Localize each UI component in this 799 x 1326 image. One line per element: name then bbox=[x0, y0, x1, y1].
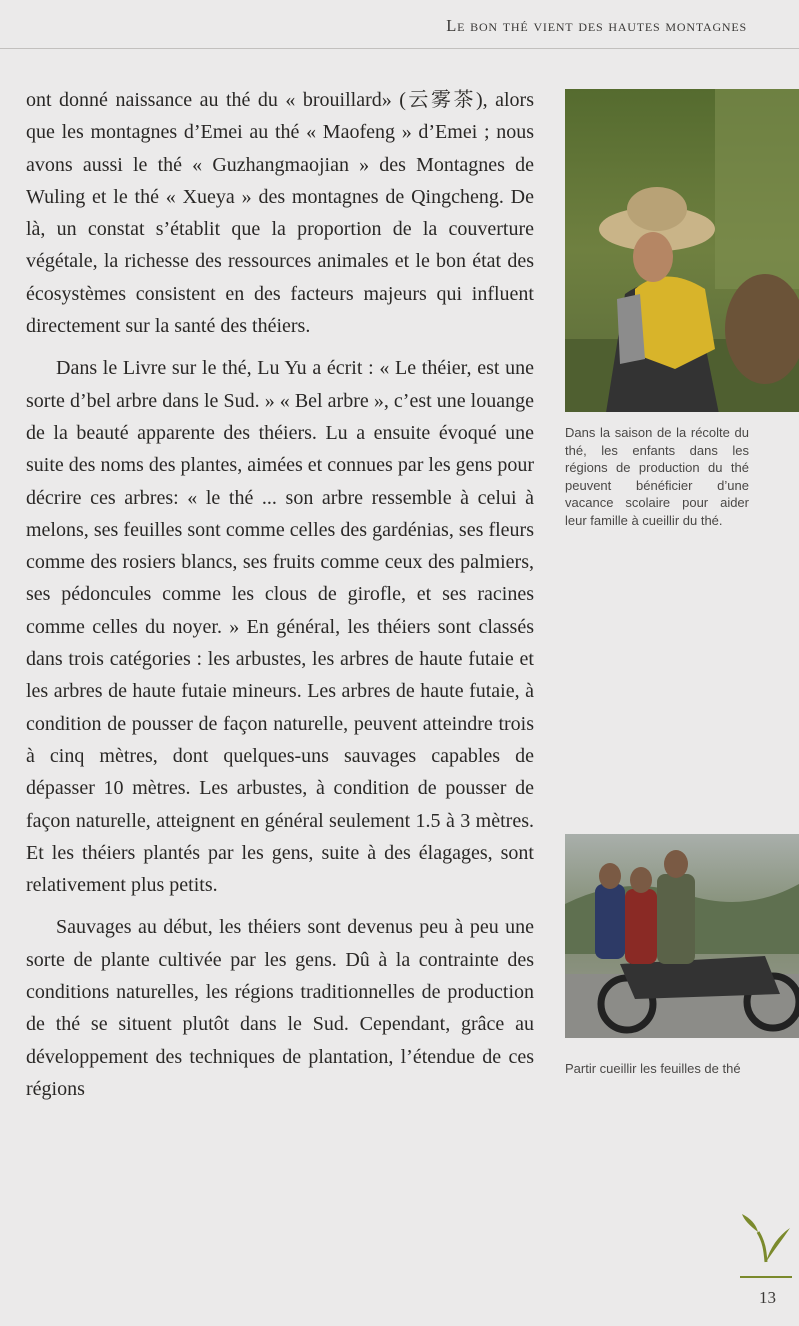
body-text bbox=[26, 84, 534, 1105]
running-header: Le bon thé vient des hautes montagnes bbox=[446, 16, 747, 35]
paragraph-2: Dans le Livre sur le thé, Lu Yu a écrit : « Le théier, est une sorte d’bel arbre dans le Sud. » « Bel arbre », c’est une louange de la beauté apparente des théiers. Lu a ensuite évoqué une suite des noms des plantes, aimées et connues par les gens pour décrire ces arbres: « le thé ... son arbre ressemble à celui à melons, ses feuilles sont comme celles des gardénias, ses fleurs comme des rosiers blancs, ses fruits comme ceux des palmiers, ses pédoncules comme les clous de girofle, et ses racines comme celles du noyer. » En général, les théiers sont classés dans trois catégories : les arbustes, les arbres de haute futaie et les arbres de haute futaie mineurs. Les arbres de haute futaie, à condition de pousser de façon naturelle, peuvent atteindre trois à cinq mètres, dont quelques-uns sauvages capables de dépasser 10 mètres. Les arbustes, à condition de pousser de façon naturelle, atteignent en général seulement 1.5 à 3 mètres. Et les théiers plantés par les gens, suite à des élagages, sont relativement plus petits. bbox=[26, 357, 534, 897]
photo-child-tea-picker bbox=[565, 89, 799, 412]
header-rule bbox=[0, 48, 799, 49]
page-number: 13 bbox=[759, 1288, 776, 1307]
paragraph-3: Sauvages au début, les théiers sont devenus peu à peu une sorte de plante cultivée par les gens. Dû à la contrainte des conditions naturelles, les régions traditionnelles de production de thé se situent plutôt dans le Sud. Cependant, grâce au développement des techniques de plantation, l’étendue de ces régions bbox=[26, 916, 534, 1100]
paragraph-1: ont donné naissance au thé du « brouillard» (云雾茶), alors que les montagnes d’Emei au thé « Maofeng » d’Emei ; nous avons aussi le thé « Guzhangmaojian » des Montagnes de Wuling et le thé « Xueya » des montagnes de Qingcheng. De là, un constat s’établit que la proportion de la couverture végétale, la richesse des ressources animales et le bon état des écosystèmes consistent en des facteurs majeurs qui influent directement sur la santé des théiers. bbox=[26, 89, 534, 338]
footer-rule bbox=[740, 1276, 792, 1278]
photo-caption-motorbike: Partir cueillir les feuilles de thé bbox=[565, 1061, 741, 1076]
tea-leaf-icon bbox=[738, 1210, 794, 1271]
photo-caption-child: Dans la saison de la récolte du thé, les enfants dans les régions de production du thé peuvent bénéficier d’une vacance scolaire pour aider leur famille à cueillir du thé. bbox=[565, 425, 749, 528]
photo-motorbike-riders bbox=[565, 834, 799, 1038]
